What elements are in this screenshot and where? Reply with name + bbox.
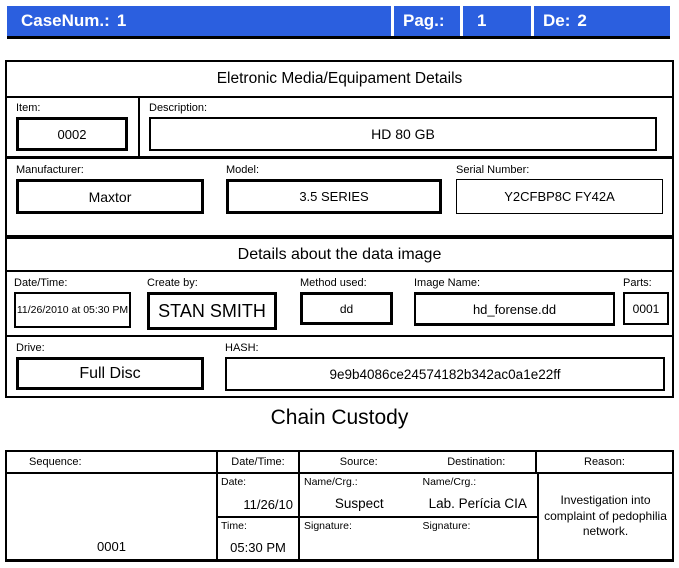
manufacturer-row — [7, 156, 672, 231]
image-details-section — [5, 236, 674, 398]
datetime-field — [14, 277, 131, 328]
image-name-value-box: hd_forense.dd — [414, 292, 615, 326]
description-field — [140, 98, 672, 156]
source-name-label: Name/Crg.: — [304, 476, 358, 488]
created-by-label: Create by: — [147, 277, 198, 289]
destination-signature-label: Signature: — [422, 519, 471, 532]
hash-label: HASH: — [225, 342, 259, 354]
item-label: Item: — [16, 102, 41, 114]
datetime-source-dest-cells — [218, 474, 539, 559]
source-name-cell — [300, 474, 419, 516]
time-cell — [218, 518, 300, 560]
page-label-cell — [394, 6, 460, 36]
date-cell — [218, 474, 300, 516]
case-number-value: 1 — [116, 11, 127, 30]
parts-label: Parts: — [623, 277, 652, 289]
created-by-value-box: STAN SMITH — [147, 292, 277, 330]
chain-custody-header-row — [7, 452, 672, 474]
destination-header: Destination: — [447, 456, 506, 468]
source-header: Source: — [339, 456, 378, 468]
case-number-cell — [7, 6, 391, 36]
item-field — [7, 98, 140, 156]
serial-number-field — [456, 164, 663, 214]
destination-name-label: Name/Crg.: — [422, 476, 477, 488]
time-signatures-subrow — [218, 518, 537, 560]
signature-cells — [300, 518, 537, 560]
description-label: Description: — [149, 102, 208, 114]
serial-number-value-box: Y2CFBP8C FY42A — [456, 179, 663, 214]
sequence-cell: 0001 — [7, 474, 218, 559]
item-description-row — [7, 98, 672, 156]
destination-signature-cell — [419, 518, 538, 560]
reason-cell: Investigation into complaint of pedophilia network. — [544, 493, 667, 539]
model-label: Model: — [226, 164, 260, 176]
drive-value-box: Full Disc — [16, 357, 204, 390]
method-value-box: dd — [300, 292, 393, 325]
datetime-header: Date/Time: — [218, 452, 300, 472]
name-cells — [300, 474, 537, 516]
chain-custody-title: Chain Custody — [270, 406, 409, 429]
model-value-box: 3.5 SERIES — [226, 179, 442, 214]
date-names-subrow — [218, 474, 537, 518]
destination-name-cell — [419, 474, 538, 516]
drive-field — [16, 342, 204, 390]
media-details-title: Eletronic Media/Equipament Details — [7, 62, 672, 98]
date-value: 11/26/10 — [243, 496, 293, 512]
sequence-header: Sequence: — [7, 452, 218, 472]
reason-header: Reason: — [584, 456, 625, 468]
drive-label: Drive: — [16, 342, 45, 354]
source-signature-label: Signature: — [304, 519, 352, 532]
parts-field — [623, 277, 669, 325]
manufacturer-field — [16, 164, 204, 214]
image-info-row — [7, 272, 672, 335]
datetime-label: Date/Time: — [14, 277, 68, 289]
hash-value-box: 9e9b4086ce24574182b342ac0a1e22ff — [225, 357, 665, 391]
item-value-box: 0002 — [16, 117, 128, 151]
serial-number-label: Serial Number: — [456, 164, 530, 176]
time-label: Time: — [221, 519, 247, 532]
source-signature-cell — [300, 518, 419, 560]
drive-hash-row — [7, 335, 672, 396]
method-label: Method used: — [300, 277, 367, 289]
time-value: 05:30 PM — [230, 540, 286, 555]
image-name-field — [414, 277, 615, 326]
source-destination-header — [300, 452, 537, 472]
source-name-value: Suspect — [334, 495, 384, 511]
date-label: Date: — [221, 476, 247, 488]
description-value-box: HD 80 GB — [149, 117, 657, 151]
manufacturer-label: Manufacturer: — [16, 164, 84, 176]
datetime-value-box: 11/26/2010 at 05:30 PM — [14, 292, 131, 328]
page-total-cell — [534, 6, 670, 36]
page-total-value: 2 — [577, 11, 587, 30]
image-name-label: Image Name: — [414, 277, 481, 289]
chain-custody-table — [5, 450, 674, 562]
created-by-field — [147, 277, 277, 330]
case-number-label: CaseNum.: — [21, 11, 110, 30]
method-field — [300, 277, 393, 325]
media-details-section — [5, 60, 674, 237]
image-details-title: Details about the data image — [7, 239, 672, 272]
header-bar — [7, 6, 670, 39]
manufacturer-value-box: Maxtor — [16, 179, 204, 214]
page-total-label: De: — [543, 11, 571, 30]
chain-custody-row — [7, 474, 672, 559]
parts-value-box: 0001 — [623, 292, 669, 325]
hash-field — [225, 342, 665, 391]
page-value-cell — [463, 6, 531, 36]
destination-name-value: Lab. Perícia CIA — [428, 495, 527, 511]
page-value: 1 — [477, 11, 487, 30]
model-field — [226, 164, 442, 214]
page-label: Pag.: — [403, 11, 445, 30]
